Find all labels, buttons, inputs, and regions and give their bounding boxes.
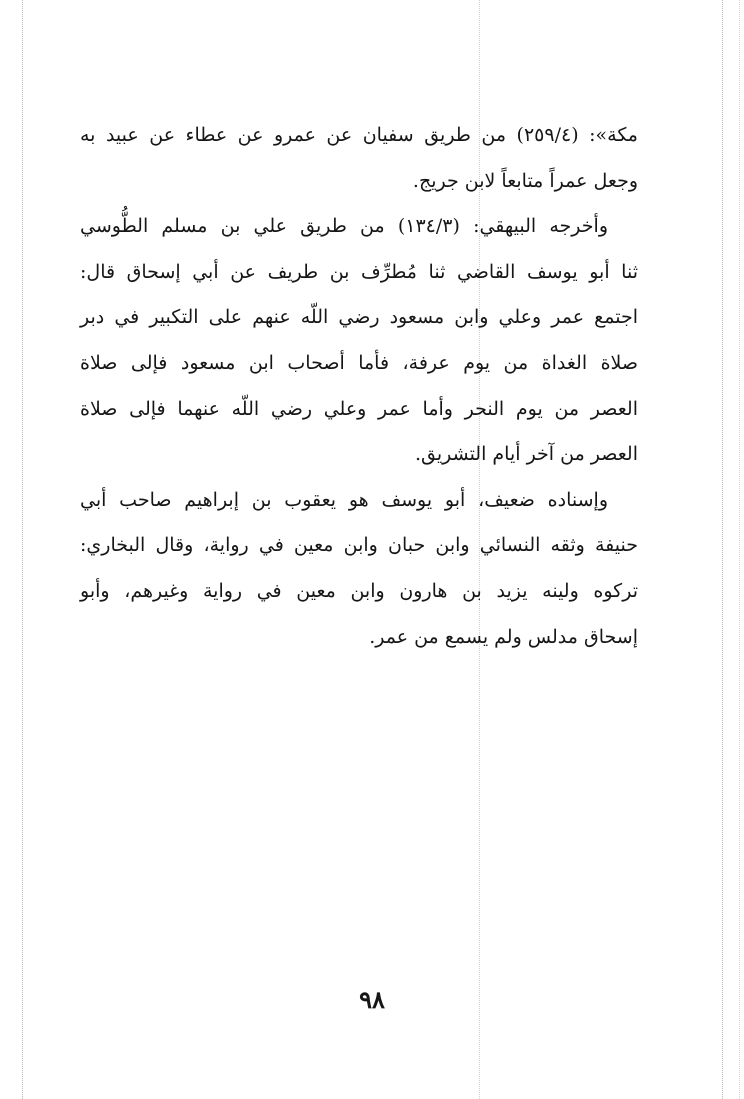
text-line: تركوه ولينه يزيد بن هارون وابن معين في رواية وغيرهم، وأبو: [80, 579, 638, 602]
text-line: حنيفة وثقه النسائي وابن حبان وابن معين في رواية، وقال البخاري:: [80, 534, 638, 557]
text-line: صلاة الغداة من يوم عرفة، فأما أصحاب ابن مسعود فإلى صلاة: [80, 351, 638, 374]
text-line: العصر من يوم النحر وأما عمر وعلي رضي اللّه عنهما فإلى صلاة: [80, 397, 638, 420]
text-line: وإسناده ضعيف، أبو يوسف هو يعقوب بن إبراهيم صاحب أبي: [80, 488, 608, 511]
text-line: مكة»: (٢٥٩/٤) من طريق سفيان عن عمرو عن عطاء عن عبيد به: [80, 124, 638, 146]
text-line: العصر من آخر أيام التشريق.: [414, 443, 638, 466]
text-line: وجعل عمراً متابعاً لابن جريج.: [412, 169, 638, 192]
text-line: إسحاق مدلس ولم يسمع من عمر.: [369, 625, 638, 648]
body-text: [80, 113, 638, 660]
scan-margin-line: [722, 0, 723, 1099]
scan-margin-line: [22, 0, 23, 1099]
text-line: ثنا أبو يوسف القاضي ثنا مُطرِّف بن طريف عن أبي إسحاق قال:: [80, 260, 638, 283]
page-number: ٩٨: [359, 985, 385, 1014]
scan-margin-line: [739, 0, 740, 1099]
text-line: وأخرجه البيهقي: (١٣٤/٣) من طريق علي بن مسلم الطُّوسي: [80, 215, 608, 238]
text-line: اجتمع عمر وعلي وابن مسعود رضي اللّه عنهم على التكبير في دبر: [80, 306, 638, 329]
